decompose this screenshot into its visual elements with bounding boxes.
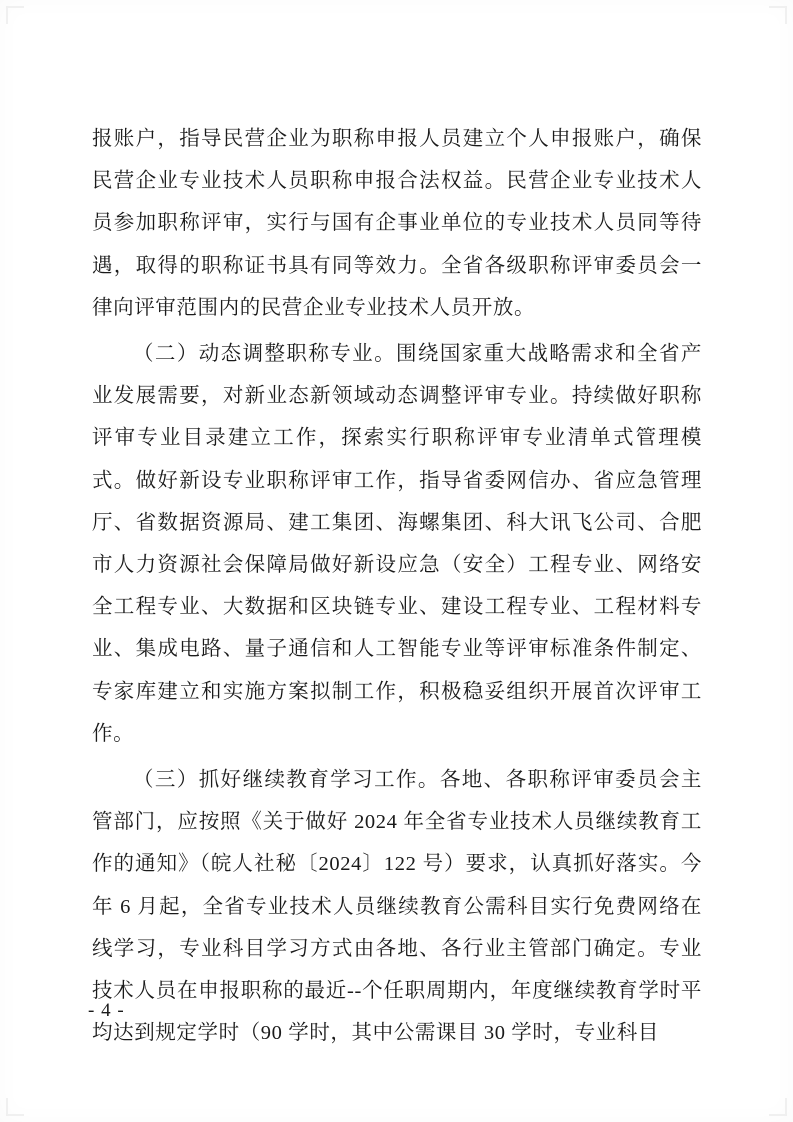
paragraph-continued: 报账户，指导民营企业为职称申报人员建立个人申报账户，确保民营企业专业技术人员职称申报合法权益。民营企业专业技术人员参加职称评审，实行与国有企事业单位的专业技术人员同等待遇，取得的职称证书具有同等效力。全省各级职称评审委员会一律向评审范围内的民营企业专业技术人员开放。	[92, 128, 702, 319]
scan-corner-mark-bottom-right	[769, 1098, 787, 1116]
scan-corner-mark-top-right	[769, 6, 787, 24]
page-number: - 4 -	[88, 1000, 125, 1021]
paragraph-section-two: （二）动态调整职称专业。围绕国家重大战略需求和全省产业发展需要，对新业态新领域动态调整评审专业。持续做好职称评审专业目录建立工作，探索实行职称评审专业清单式管理模式。做好新设专业职称评审工作，指导省委网信办、省应急管理厅、省数据资源局、建工集团、海螺集团、科大讯飞公司、合肥市人力资源社会保障局做好新设应急（安全）工程专业、网络安全工程专业、大数据和区块链专业、建设工程专业、工程材料专业、集成电路、量子通信和人工智能专业等评审标准条件制定、专家库建立和实施方案拟制工作，积极稳妥组织开展首次评审工作。	[92, 343, 702, 745]
scan-corner-mark-bottom-left	[6, 1098, 24, 1116]
document-text-body	[92, 118, 702, 1058]
scan-corner-mark-top-left	[6, 6, 24, 24]
paragraph-section-three: （三）抓好继续教育学习工作。各地、各职称评审委员会主管部门，应按照《关于做好 2024 年全省专业技术人员继续教育工作的通知》（皖人社秘〔2024〕122 号）要求，认真抓好落实。今年 6 月起，全省专业技术人员继续教育公需科目实行免费网络在线学习，专业科目学习方式由各地、各行业主管部门确定。专业技术人员在申报职称的最近--个任职周期内，年度继续教育学时平均达到规定学时（90 学时，其中公需课目 30 学时，专业科目	[92, 769, 702, 1045]
